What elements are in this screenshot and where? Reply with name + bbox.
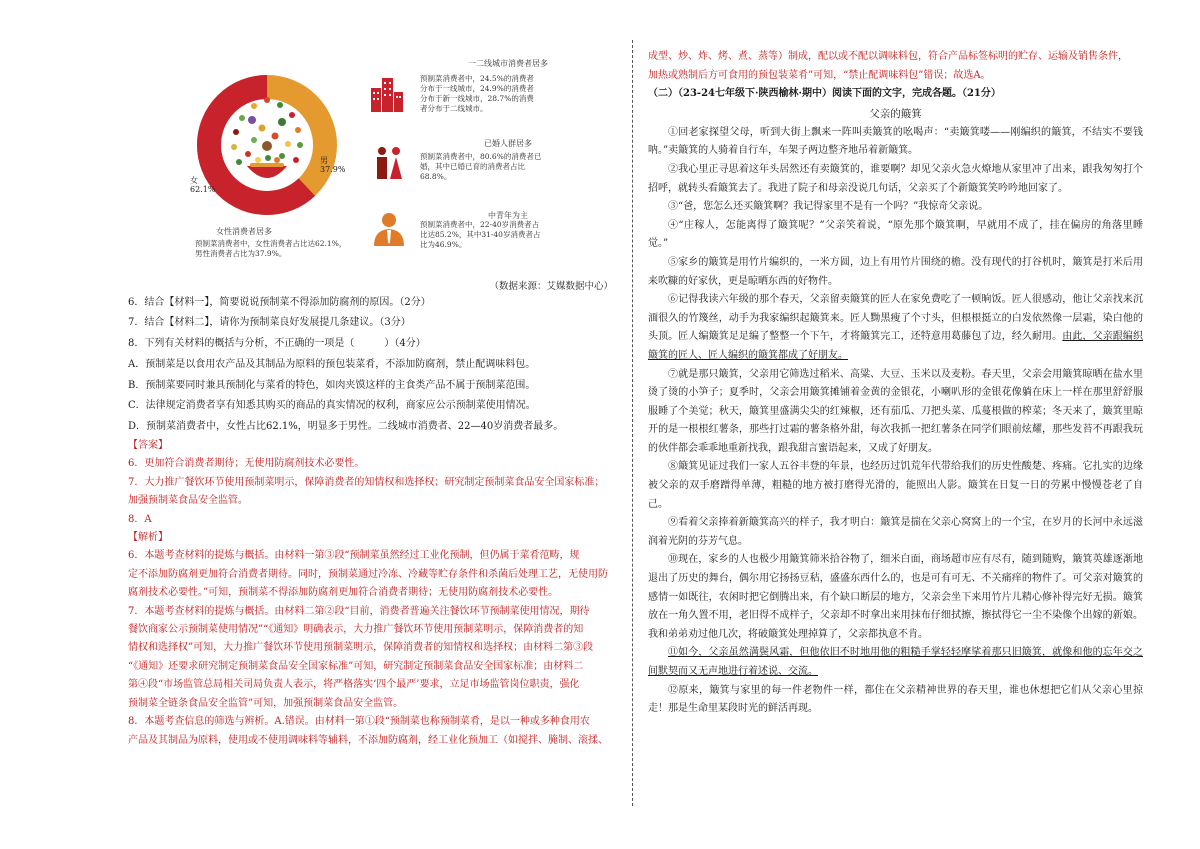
essay-paragraph-7: ⑦就是那只簸箕，父亲用它筛选过稻米、高粱、大豆、玉米以及麦粉。春天里，父亲会用簸箕晾晒在盐水里烫了烫的小笋子；夏季时，父亲会用簸箕摊铺着金黄的金银花，小喇叭形的金银花像躺在床上一样在那里舒舒服服睡了个美觉；秋天，簸箕里盛满尖尖的红辣椒，还有茄瓜、刀把头菜、瓜蔓根做的榨菜；冬天来了，簸箕里晾开的是一根根红薯条，那些打过霜的薯条格外甜，每次我抓一把红薯条在同学们眼前炫耀，那些发苔不再跟我玩的伙伴都会乖乖地重新找我，跟我甜言蜜语起来，又成了好朋友。 (648, 368, 1143, 454)
explanation-7-line1: 7．本题考查材料的提炼与概括。由材料二第②段“目前，消费者普遍关注餐饮环节预制菜使用情况，期待 (128, 605, 590, 617)
data-source: （数据来源：艾媒数据中心） (489, 281, 613, 292)
essay-paragraph-9: ⑨看着父亲捧着新簸箕高兴的样子，我才明白：簸箕是揣在父亲心窝窝上的一个宝，在岁月的长河中永远滋润着光阴的芬芳气息。 (648, 517, 1143, 547)
essay-paragraph-6-main: ⑥记得我读六年级的那个春天，父亲留卖簸箕的匠人在家免费吃了一顿晌饭。匠人很感动，他让父亲找来沉湎很久的竹篾丝，动手为我家编织起簸箕来。匠人黝黑瘦了个寸头，但根根挺立的白发依然像一层霜，染白他的头顶。匠人编簸箕足足编了整整一个下午，才将簸箕完工，还特意用葛藤包了边，经久耐用。 (648, 294, 1143, 343)
essay-paragraph-4: ④“庄稼人，怎能离得了簸箕呢？”父亲笑着说，“原先那个簸箕啊，早就用不成了，挂在偏房的角落里睡觉。” (648, 219, 1143, 250)
female-label (190, 176, 215, 194)
option-a: A．预制菜是以食用农产品及其制品为原料的预包装菜肴，不添加防腐剂，禁止配调味料包。 (128, 359, 536, 370)
gender-donut-chart (190, 70, 346, 220)
answer-6: 6．更加符合消费者期待；无使用防腐剂技术必要性。 (128, 458, 365, 470)
female-pct: 62.1% (190, 185, 216, 194)
female-label-text: 女 (190, 176, 198, 185)
explanation-7-line3: 情权和选择权”可知，大力推广餐饮环节使用预制菜明示，保障消费者的知情权和选择权；由材料二第③段 (128, 642, 594, 654)
answer-8: 8．A (128, 513, 152, 525)
explanation-8-line2: 产品及其制品为原料，使用或不使用调味料等辅料，不添加防腐剂，经工业化预加工（如搅拌、腌制、滚揉、 (128, 734, 608, 746)
explanation-8-cont-line2: 加热或熟制后方可食用的预包装菜肴”可知，“禁止配调味料包”错误；故选A。 (648, 69, 991, 81)
essay-paragraph-6 (648, 291, 1143, 365)
answer-block (128, 437, 625, 750)
section-heading: （二）（23-24七年级下·陕西榆林·期中）阅读下面的文字，完成各题。（21分） (648, 88, 1001, 100)
stat-title-age: 中青年为主 (488, 211, 528, 220)
question-8: 8．下列有关材料的概括与分析，不正确的一项是（ ）（4分） (128, 338, 426, 349)
explanation-heading: 【解析】 (128, 532, 168, 544)
explanation-7-line5: 第④段“市场监管总局相关司局负责人表示，将严格落实‘四个最严’要求，立足市场监管岗位职责，强化 (128, 679, 580, 691)
answer-heading: 【答案】 (128, 440, 168, 451)
question-6: 6．结合【材料一】，简要说说预制菜不得添加防腐剂的原因。（2分） (128, 297, 431, 308)
essay-paragraph-5: ⑤家乡的簸箕是用竹片编织的，一米方圆，边上有用竹片围绕的檐。没有现代的打谷机时，簸箕是打米后用来吹糠的好家伙，更是晾晒东西的好物件。 (648, 256, 1143, 287)
stat-text-cities: 预制菜消费者中，24.5%的消费者分布于一线城市，24.9%的消费者分布于新一线城市，28.7%的消费者分布于二线城市。 (420, 74, 534, 113)
female-caption-title: 女性消费者居多 (216, 227, 272, 236)
essay-paragraph-11: ⑪如今，父亲虽然满鬓风霜，但他依旧不时地用他的粗糙手掌轻轻摩挲着那只旧簸箕，就像和他的忘年交之间默契而又无声地进行着述说、交流。 (648, 647, 1143, 677)
essay-paragraph-8: ⑧簸箕见证过我们一家人五谷丰登的年景，也经历过饥荒年代带给我们的历史性酸楚、疼痛。它扎实的边缘被父亲的双手磨蹭得单薄，粗糙的地方被打磨得光滑的，能照出人影。簸箕在日复一日的劳累中慢慢苍老了自己。 (648, 461, 1143, 510)
businessman-icon (372, 212, 406, 250)
option-c: C．法律规定消费者享有知悉其购买的商品的真实情况的权利，商家应公示预制菜使用情况。 (128, 400, 536, 411)
essay-paragraph-3: ③“爸，您怎么还买簸箕啊？我记得家里不是有一个吗？”我惊奇父亲说。 (668, 201, 989, 213)
question-7: 7．结合【材料二】，请你为预制菜良好发展提几条建议。（3分） (128, 317, 411, 328)
male-pct: 37.9% (320, 165, 346, 174)
consumer-infographic (128, 40, 623, 292)
stat-title-married: 已婚人群居多 (484, 139, 532, 148)
explanation-7-line6: 预制菜全链条食品安全监管”可知，加强预制菜食品安全监管。 (128, 697, 404, 709)
explanation-6-line3: 腐剂技术必要性。”可知，预制菜不得添加防腐剂更加符合消费者期待；无使用防腐剂技术必要性。 (128, 587, 559, 599)
male-label-text: 男 (320, 156, 328, 165)
explanation-7-line2: 餐饮商家公示预制菜使用情况”“《通知》明确表示，大力推广餐饮环节使用预制菜明示，保障消费者的知 (128, 624, 584, 636)
essay-paragraph-1: ①回老家探望父母，听到大街上飘来一阵叫卖簸箕的吆喝声：“卖簸箕喽——刚编织的簸箕，不结实不要钱呐。”卖簸箕的人骑着自行车，车架子两边整齐地吊着新簸箕。 (648, 126, 1143, 157)
stat-text-married: 预制菜消费者中，80.6%的消费者已婚，其中已婚已育的消费者占比68.8%。 (420, 152, 542, 181)
option-d: D．预制菜消费者中，女性占比62.1%，明显多于男性。二线城市消费者、22—40岁消费者最多。 (128, 421, 564, 432)
left-column (128, 40, 623, 746)
option-b: B．预制菜要同时兼具预制化与菜肴的特色，如肉夹馍这样的主食类产品不属于预制菜范围。 (128, 380, 536, 391)
explanation-8-cont-line1: 成型、炒、炸、烤、煮、蒸等）制成，配以或不配以调味料包，符合产品标签标明的贮存、运输及销售条件， (648, 51, 1128, 62)
essay-paragraph-10: ⑩现在，家乡的人也极少用簸箕筛米拾谷物了，细米白面，商场超市应有尽有，随到随购，簸箕英雄逐渐地退出了历史的舞台，偶尔用它扬扬豆秸，盛盛东西什么的，也是可有可无、不关痛痒的物件了。可父亲对簸箕的感情一如既往，农闲时把它倒腾出来，有个缺口断层的地方，父亲会坐下来用竹片儿精心修补得完好无损。簸箕放在一角久置不用，老旧得不成样子，父亲却不时拿出来用抹布仔细拭擦，擦拭得它一尘不染像个出嫁的新娘。我和弟弟劝过他几次，将破簸箕处理掉算了，父亲都执意不肯。 (648, 554, 1143, 640)
donut-svg (192, 70, 342, 220)
essay-title: 父亲的簸箕 (869, 107, 922, 120)
couple-icon (374, 146, 404, 184)
answer-7-line1: 7．大力推广餐饮环节使用预制菜明示，保障消费者的知情权和选择权；研究制定预制菜食品安全国家标准； (128, 476, 605, 488)
explanation-8-line1: 8．本题考查信息的筛选与辨析。A.错误。由材料一第①段“预制菜也称预制菜肴，是以一种或多种食用农 (128, 716, 590, 728)
essay-paragraph-6-underlined: 由此，父亲跟编织簸箕的匠人、匠人编织的簸箕都成了好朋友。 (648, 331, 1144, 361)
right-column (648, 48, 1143, 719)
column-divider (632, 40, 633, 806)
stat-title-cities: 一二线城市消费者居多 (468, 59, 548, 68)
city-buildings-icon (370, 74, 404, 116)
explanation-6-line2: 定不添加防腐剂更加符合消费者期待。同时，预制菜通过冷冻、冷藏等贮存条件和杀菌后处理工艺，无使用防 (128, 568, 608, 580)
male-label (320, 156, 345, 174)
stat-text-age: 预制菜消费者中，22-40岁消费者占比达85.2%，其中31-40岁消费者占比为46.9%。 (420, 220, 541, 249)
answer-7-line2: 加强预制菜食品安全监管。 (128, 495, 248, 507)
essay-paragraph-2: ②我心里正寻思着这年头居然还有卖簸箕的，谁要啊？却见父亲火急火燎地从家里冲了出来，跟我匆匆打个招呼，就转头看簸箕去了。我进了院子和母亲没说几句话，父亲买了个新簸箕笑吟吟地回家了。 (648, 163, 1143, 194)
essay-paragraph-12: ⑫原来，簸箕与家里的每一件老物件一样，都住在父亲精神世界的春天里，谁也休想把它们从父亲心里掠走！那是生命里某段时光的鲜活再现。 (648, 684, 1143, 715)
explanation-7-line4: “《通知》还要求研究制定预制菜食品安全国家标准”可知，研究制定预制菜食品安全国家标准；由材料二 (128, 660, 584, 672)
female-caption-text: 预制菜消费者中，女性消费者占比达62.1%，男性消费者占比为37.9%。 (195, 239, 347, 258)
explanation-6-line1: 6．本题考查材料的提炼与概括。由材料一第③段“预制菜虽然经过工业化预制，但仍属于菜肴范畴，规 (128, 550, 580, 562)
